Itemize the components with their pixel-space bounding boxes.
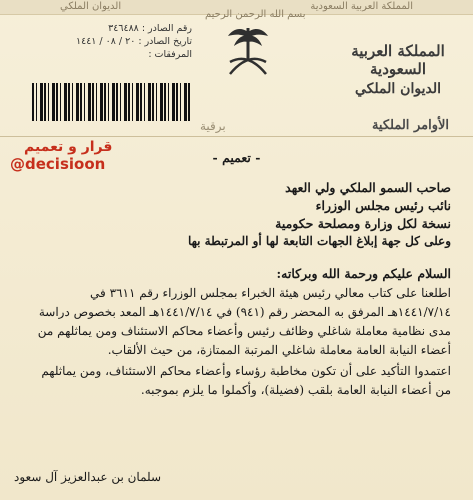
- kingdom-name: المملكة العربية السعودية: [351, 42, 445, 78]
- watermark-arabic: قرار و تعميم: [24, 139, 113, 155]
- faint-kingdom-header: المملكة العربية السعودية: [310, 1, 413, 12]
- header-divider: [0, 136, 473, 137]
- greeting: السلام عليكم ورحمة الله وبركاته:: [276, 266, 451, 281]
- barcode: [32, 83, 192, 121]
- faint-basmala: بسم الله الرحمن الرحيم: [205, 9, 306, 20]
- watermark-handle: @decisioon: [10, 155, 106, 173]
- paragraph-2: اعتمدوا التأكيد على أن تكون مخاطبة رؤساء وأعضاء محاكم الاستئناف، ومن يماثلهم من أعضاء النيابة العامة بلقب (فضيلة)، وأكملوا ما يلزم بموجبه.: [41, 364, 451, 397]
- signature: سلمان بن عبدالعزيز آل سعود: [14, 470, 162, 484]
- address-line-3: نسخة لكل وزارة ومصلحة حكومية: [275, 216, 451, 231]
- attachments: المرفقات :: [148, 49, 192, 60]
- cable-label: برقية: [200, 119, 226, 133]
- palm-swords-emblem: [222, 22, 274, 82]
- address-line-2: نائب رئيس مجلس الوزراء: [315, 198, 451, 213]
- outgoing-date: تاريخ الصادر : ٢٠ / ٠٨ / ١٤٤١: [75, 36, 192, 47]
- faint-court-header: الديوان الملكي: [60, 1, 122, 12]
- royal-orders-label: الأوامر الملكية: [371, 118, 449, 133]
- document-metadata: [72, 22, 192, 61]
- paragraph-1: اطلعنا على كتاب معالي رئيس هيئة الخبراء بمجلس الوزراء رقم ٣٦١١ في ١٤٤١/٧/١٤هـ المرفق به المحضر رقم (٩٤١) في ١٤٤١/٧/١٤هـ المعد بخصوص دراسة مدى نظامية معاملة شاغلي وظائف رئيس وأعضاء محاكم الاستئناف ومن يماثلهم من أعضاء النيابة العامة معاملة شاغلي المرتبة الممتازة، من حيث الألقاب.: [37, 286, 451, 357]
- memo-title: - تعميم -: [212, 150, 261, 165]
- address-line-1: صاحب السمو الملكي ولي العهد: [285, 180, 451, 195]
- outgoing-number: رقم الصادر : ٣٤٦٤٨٨: [108, 23, 192, 34]
- royal-court-name: الديوان الملكي: [355, 81, 441, 97]
- issuer-block: [333, 42, 463, 97]
- address-line-4: وعلى كل جهة إبلاغ الجهات التابعة لها أو المرتبطة بها: [187, 234, 451, 248]
